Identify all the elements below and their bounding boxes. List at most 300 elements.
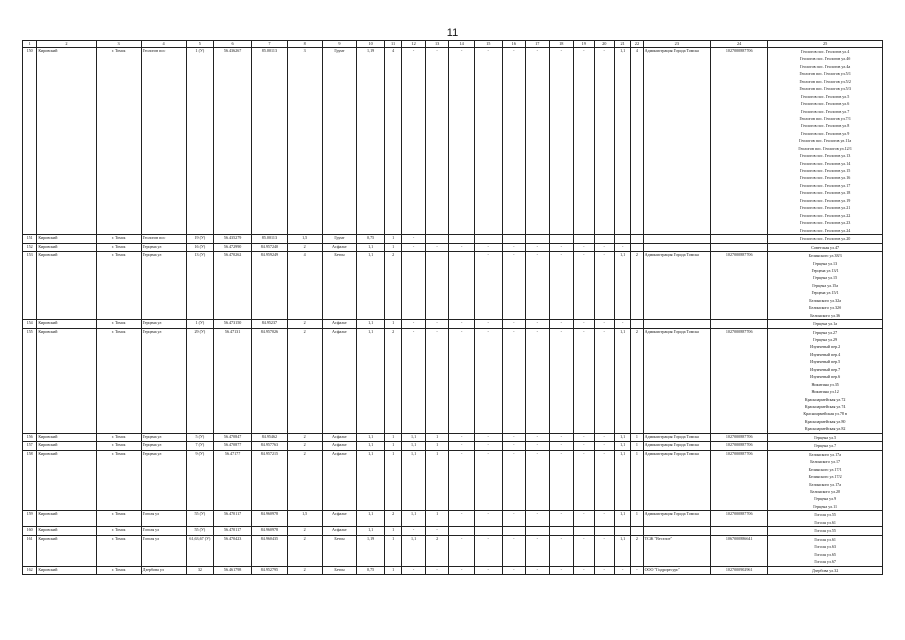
table-row (23, 527, 883, 535)
table-cell: 2 (631, 535, 643, 566)
table-cell: 56.470847 (214, 433, 252, 441)
table-row (23, 450, 883, 511)
table-cell: г. Томск (96, 527, 141, 535)
served-address: Геологов пос. Геологов ул.4а (800, 63, 851, 69)
served-addresses-cell (768, 527, 883, 535)
table-cell: 1067000886641 (711, 535, 768, 566)
column-number: 8 (287, 41, 322, 48)
table-cell: г. Томск (96, 243, 141, 251)
table-cell: Кировский (37, 511, 96, 527)
column-number: 4 (141, 41, 186, 48)
served-addresses-cell (768, 511, 883, 527)
table-cell (526, 235, 550, 243)
table-cell: 13 (У) (186, 252, 214, 320)
served-address: Гоголя ул.55 (814, 512, 836, 518)
table-cell: Кировский (37, 235, 96, 243)
table-cell: 3 (287, 48, 322, 235)
table-cell: - (549, 450, 574, 511)
table-cell: 1027000887706 (711, 48, 768, 235)
table-cell (474, 235, 502, 243)
table-cell: 1,1 (402, 450, 426, 511)
table-cell: г. Томск (96, 328, 141, 433)
table-cell: 1,1 (357, 243, 385, 251)
table-cell: 55 (У) (186, 527, 214, 535)
table-cell: - (474, 433, 502, 441)
table-cell: 2 (384, 252, 401, 320)
table-cell: - (474, 252, 502, 320)
table-cell: - (574, 566, 594, 574)
served-address: Белинского ул.17/2 (808, 474, 842, 480)
table-cell: 1 (У) (186, 48, 214, 235)
table-row (23, 235, 883, 243)
served-addresses-cell (768, 566, 883, 574)
table-cell: 4 (384, 48, 401, 235)
table-cell: - (594, 450, 614, 511)
served-address: Гоголя ул.55 (814, 528, 836, 534)
table-cell (643, 235, 710, 243)
column-number: 5 (186, 41, 214, 48)
table-cell: 150 (23, 48, 37, 235)
table-cell: - (474, 328, 502, 433)
table-cell: - (594, 243, 614, 251)
table-cell: 1,1 (357, 527, 385, 535)
table-cell: 1,1 (357, 511, 385, 527)
served-address: Геологов пос. Геологов ул.13 (800, 153, 851, 159)
table-cell: - (425, 527, 449, 535)
table-cell: - (594, 320, 614, 328)
table-cell: 1,1 (402, 535, 426, 566)
table-cell: Герцена ул (141, 450, 186, 511)
table-cell: г. Томск (96, 433, 141, 441)
served-address: Белинского ул.20 (810, 488, 841, 494)
table-cell: - (526, 48, 550, 235)
table-cell: 1 (384, 243, 401, 251)
table-cell: - (526, 450, 550, 511)
table-cell: Администрация Города Томска (643, 450, 710, 511)
table-cell (574, 235, 594, 243)
served-address: Белинского ул.32б (809, 305, 842, 311)
served-address: Герцена ул.15/1 (811, 290, 839, 296)
table-cell: - (474, 320, 502, 328)
table-cell: - (526, 328, 550, 433)
table-cell: - (549, 252, 574, 320)
table-cell: - (449, 433, 475, 441)
table-cell: г. Томск (96, 535, 141, 566)
table-cell: 2 (631, 252, 643, 320)
table-cell: 2 (287, 566, 322, 574)
column-number: 19 (574, 41, 594, 48)
served-address: Геологов пос. Геологов ул.11а (799, 138, 852, 144)
served-address: Геологов пос. Геологов ул.15 (800, 168, 851, 173)
table-cell: Кировский (37, 566, 96, 574)
table-cell: - (449, 243, 475, 251)
served-address: Советская ул.47 (811, 244, 840, 250)
table-cell: - (574, 48, 594, 235)
table-cell: 161 (23, 535, 37, 566)
served-address: Гоголя ул.63 (814, 544, 836, 550)
served-address: Гоголя ул.67 (814, 559, 836, 565)
column-number: 7 (252, 41, 288, 48)
served-address: Геологов пос. Геологов ул.4б (799, 56, 851, 62)
table-cell: - (526, 320, 550, 328)
served-address: Белинского ул.32а (809, 297, 842, 303)
table-cell: 32 (186, 566, 214, 574)
table-cell: - (502, 535, 526, 566)
served-address: Геологов пос. Геологов ул.5 (801, 93, 850, 99)
table-cell: - (474, 450, 502, 511)
table-cell (631, 235, 643, 243)
table-cell: 1,5 (287, 235, 322, 243)
table-cell: - (474, 535, 502, 566)
table-cell: - (549, 511, 574, 527)
table-cell: 1,1 (357, 433, 385, 441)
served-address: Белинского ул.17 (810, 459, 841, 465)
table-cell: 1 (384, 450, 401, 511)
served-address: Геологов пос. Геологов ул.5/3 (799, 86, 851, 92)
table-cell: г. Томск (96, 566, 141, 574)
table-cell: Геологов пос (141, 235, 186, 243)
table-cell: 2 (384, 328, 401, 433)
table-cell: - (402, 566, 426, 574)
table-cell: 56.470423 (214, 535, 252, 566)
table-cell: - (502, 442, 526, 450)
table-cell: 4 (287, 252, 322, 320)
table-cell: Герцена ул (141, 243, 186, 251)
served-address: Герцена ул.13/1 (811, 268, 839, 273)
table-cell: Кировский (37, 527, 96, 535)
table-cell: 56.470877 (214, 442, 252, 450)
table-cell (711, 527, 768, 535)
table-cell: 162 (23, 566, 37, 574)
page-number: 11 (446, 27, 459, 39)
table-cell: - (574, 442, 594, 450)
table-cell: 2 (287, 442, 322, 450)
table-cell: - (526, 566, 550, 574)
table-cell: Асфальт (322, 527, 357, 535)
table-cell: 1,1 (614, 48, 630, 235)
table-cell: - (549, 243, 574, 251)
table-cell: - (502, 511, 526, 527)
table-cell: - (502, 243, 526, 251)
table-cell (631, 527, 643, 535)
served-addresses-cell (768, 442, 883, 450)
table-cell: 1,1 (614, 328, 630, 433)
table-row (23, 328, 883, 433)
table-cell: 1,1 (402, 433, 426, 441)
table-cell: 84.957240 (252, 243, 288, 251)
table-cell: Герцена ул (141, 433, 186, 441)
table-cell: 56.470262 (214, 252, 252, 320)
table-cell (449, 252, 475, 320)
table-cell: - (526, 511, 550, 527)
table-cell: 1,1 (614, 450, 630, 511)
table-cell: - (631, 566, 643, 574)
served-address: Красноармейская ул.72 (804, 396, 846, 402)
served-address: Изумчевый пер.7 (810, 366, 841, 372)
table-cell: 56.47177 (214, 450, 252, 511)
served-addresses-cell (768, 450, 883, 511)
served-address: Белинского ул.36 (810, 312, 841, 318)
table-cell: 1,1 (614, 535, 630, 566)
table-cell: Бетон (322, 535, 357, 566)
table-cell: 1027000902961 (711, 566, 768, 574)
table-cell: 1027000887706 (711, 442, 768, 450)
table-cell (711, 235, 768, 243)
served-address: Геологов пос. Геологов ул.7/1 (799, 115, 851, 121)
served-address: Герцена ул.7 (814, 443, 837, 449)
table-cell: - (574, 243, 594, 251)
table-cell: - (549, 328, 574, 433)
table-cell: г. Томск (96, 48, 141, 235)
table-cell: Администрация Города Томска (643, 252, 710, 320)
served-addresses-cell (768, 48, 883, 235)
table-cell: 2 (384, 511, 401, 527)
table-cell: Грунт (322, 48, 357, 235)
table-cell: 153 (23, 252, 37, 320)
table-cell: 2 (287, 433, 322, 441)
table-cell: 1 (384, 566, 401, 574)
served-address: Геологов пос. Геологов ул.5/2 (799, 78, 851, 84)
served-address: Гоголя ул.61 (814, 519, 836, 525)
table-cell: 160 (23, 527, 37, 535)
table-cell: - (594, 511, 614, 527)
table-cell: 1 (425, 433, 449, 441)
table-cell: Герцена ул (141, 320, 186, 328)
table-cell: - (549, 48, 574, 235)
table-cell: 84.957763 (252, 442, 288, 450)
table-cell: - (614, 566, 630, 574)
served-addresses-cell (768, 235, 883, 243)
table-cell: г. Томск (96, 235, 141, 243)
column-number: 16 (502, 41, 526, 48)
table-cell: 2 (287, 535, 322, 566)
table-cell: - (449, 328, 475, 433)
column-number: 12 (402, 41, 426, 48)
column-number: 11 (384, 41, 401, 48)
table-row (23, 48, 883, 235)
table-cell: 56.47131 (214, 328, 252, 433)
served-address: Дзербова ул.32 (812, 567, 839, 573)
served-address: Красноармейская ул.82 (804, 426, 846, 432)
table-cell: 84.960978 (252, 511, 288, 527)
table-cell: Дзербова ул (141, 566, 186, 574)
served-addresses-cell (768, 252, 883, 320)
served-address: Красноармейская ул.78 в (803, 411, 847, 417)
table-cell: 1027000887706 (711, 433, 768, 441)
table-cell: - (574, 320, 594, 328)
table-cell: 1,1 (614, 433, 630, 441)
table-cell: - (526, 442, 550, 450)
column-number: 18 (549, 41, 574, 48)
table-cell: - (574, 252, 594, 320)
table-cell: - (502, 450, 526, 511)
served-address: Геологов пос. Геологов ул.7 (801, 108, 850, 114)
column-number: 25 (768, 41, 883, 48)
table-cell: - (502, 328, 526, 433)
table-cell: 56.461798 (214, 566, 252, 574)
table-cell: - (502, 320, 526, 328)
table-cell: - (614, 320, 630, 328)
column-number: 3 (96, 41, 141, 48)
column-number: 22 (631, 41, 643, 48)
table-cell: - (402, 243, 426, 251)
served-addresses-cell (768, 320, 883, 328)
table-cell: Администрация Города Томска (643, 433, 710, 441)
table-cell: - (594, 328, 614, 433)
table-cell: 56.435279 (214, 235, 252, 243)
table-cell (631, 320, 643, 328)
column-number: 23 (643, 41, 710, 48)
table-cell: 1,1 (357, 328, 385, 433)
table-cell: - (549, 535, 574, 566)
table-cell: - (402, 235, 426, 243)
table-cell (643, 527, 710, 535)
table-cell: - (449, 450, 475, 511)
table-cell: 84.960435 (252, 535, 288, 566)
table-cell: 84.952795 (252, 566, 288, 574)
table-row (23, 566, 883, 574)
served-address: Белинского ул.17а (809, 451, 842, 457)
table-cell: - (574, 433, 594, 441)
table-cell: 2 (287, 527, 322, 535)
served-address: Красноармейская ул.80 (804, 418, 846, 424)
table-cell: Герцена ул (141, 442, 186, 450)
table-cell: 2 (631, 328, 643, 433)
table-cell (711, 243, 768, 251)
table-cell (425, 235, 449, 243)
table-cell: - (449, 566, 475, 574)
table-cell: 7 (У) (186, 442, 214, 450)
column-number: 17 (526, 41, 550, 48)
table-cell: 159 (23, 511, 37, 527)
table-cell: 1 (631, 450, 643, 511)
table-cell: г. Томск (96, 442, 141, 450)
table-cell: Бетон (322, 566, 357, 574)
table-cell: - (614, 243, 630, 251)
table-cell: - (474, 48, 502, 235)
table-cell: 1 (631, 442, 643, 450)
table-cell: 1 (384, 527, 401, 535)
table-cell: 158 (23, 450, 37, 511)
column-number: 15 (474, 41, 502, 48)
served-address: Геологов пос. Геологов ул.20 (800, 236, 851, 242)
table-cell (502, 527, 526, 535)
table-cell: - (574, 450, 594, 511)
table-cell: - (574, 328, 594, 433)
served-addresses-cell (768, 328, 883, 433)
table-cell: Администрация Города Томска (643, 48, 710, 235)
served-address: Герцена ул.27 (813, 329, 838, 335)
table-cell: 1027000887706 (711, 511, 768, 527)
table-cell: Кировский (37, 535, 96, 566)
table-cell: Администрация Города Томска (643, 328, 710, 433)
table-cell: 61,63,67 (У) (186, 535, 214, 566)
table-cell (631, 243, 643, 251)
column-number: 1 (23, 41, 37, 48)
table-cell: - (449, 511, 475, 527)
served-address: Изумчевый пер.2 (810, 344, 841, 350)
table-cell: 1,19 (357, 535, 385, 566)
table-cell: 19 (У) (186, 235, 214, 243)
table-cell: Кировский (37, 442, 96, 450)
table-cell: 84.957215 (252, 450, 288, 511)
table-cell (425, 252, 449, 320)
table-cell (574, 527, 594, 535)
column-number: 24 (711, 41, 768, 48)
served-address: Изумчевый пер.5 (810, 359, 841, 365)
table-cell: Кировский (37, 433, 96, 441)
table-cell: Герцена ул (141, 252, 186, 320)
table-cell: 1,19 (357, 48, 385, 235)
served-address: Никитина ул.12 (811, 389, 839, 395)
table-cell: - (502, 433, 526, 441)
table-cell: 1027000887706 (711, 328, 768, 433)
table-cell: - (526, 243, 550, 251)
served-address: Геологов пос. Геологов ул.18 (800, 190, 851, 196)
table-cell (474, 527, 502, 535)
table-cell: 1 (631, 511, 643, 527)
served-addresses-cell (768, 243, 883, 251)
table-cell: г. Томск (96, 450, 141, 511)
table-cell (526, 527, 550, 535)
table-cell: Асфальт (322, 511, 357, 527)
table-cell (614, 235, 630, 243)
served-address: Белинского ул.38/3 (808, 253, 842, 259)
table-cell: 1 (425, 442, 449, 450)
table-cell: - (574, 535, 594, 566)
served-address: Никитина ул.35 (811, 381, 839, 387)
table-cell: 157 (23, 442, 37, 450)
table-cell: Гоголя ул (141, 527, 186, 535)
served-address: Геологов пос. Геологов ул.4 (801, 49, 850, 54)
table-cell: - (502, 566, 526, 574)
table-cell: Геологов пос (141, 48, 186, 235)
table-cell (402, 252, 426, 320)
table-cell: Кировский (37, 450, 96, 511)
served-address: Геологов пос. Геологов ул.22 (800, 212, 851, 218)
table-cell: Администрация Города Томска (643, 511, 710, 527)
table-cell: 155 (23, 328, 37, 433)
table-cell: - (402, 328, 426, 433)
table-cell: - (474, 511, 502, 527)
served-address: Геологов пос. Геологов ул.21 (800, 205, 851, 211)
table-cell: 29 (У) (186, 328, 214, 433)
table-cell (594, 235, 614, 243)
table-cell: Асфальт (322, 243, 357, 251)
table-cell: - (474, 243, 502, 251)
table-row (23, 511, 883, 527)
table-cell: 56.472990 (214, 243, 252, 251)
table-row (23, 320, 883, 328)
served-address: Геологов пос. Геологов ул.19 (800, 197, 851, 203)
table-cell: - (594, 442, 614, 450)
table-cell: 84.95462 (252, 433, 288, 441)
served-address: Геологов пос. Геологов ул.16 (800, 175, 851, 181)
table-cell: Кировский (37, 252, 96, 320)
served-address: Герцена ул.9 (814, 496, 837, 502)
table-cell: 1,1 (357, 450, 385, 511)
table-cell: 156 (23, 433, 37, 441)
table-cell: 1 (425, 450, 449, 511)
table-cell (449, 527, 475, 535)
table-cell: 84.95237 (252, 320, 288, 328)
table-cell: - (549, 320, 574, 328)
table-cell: Герцена ул (141, 328, 186, 433)
table-cell: 56.470117 (214, 527, 252, 535)
table-cell (711, 320, 768, 328)
table-cell: 1 (631, 433, 643, 441)
table-cell: 1,1 (614, 442, 630, 450)
